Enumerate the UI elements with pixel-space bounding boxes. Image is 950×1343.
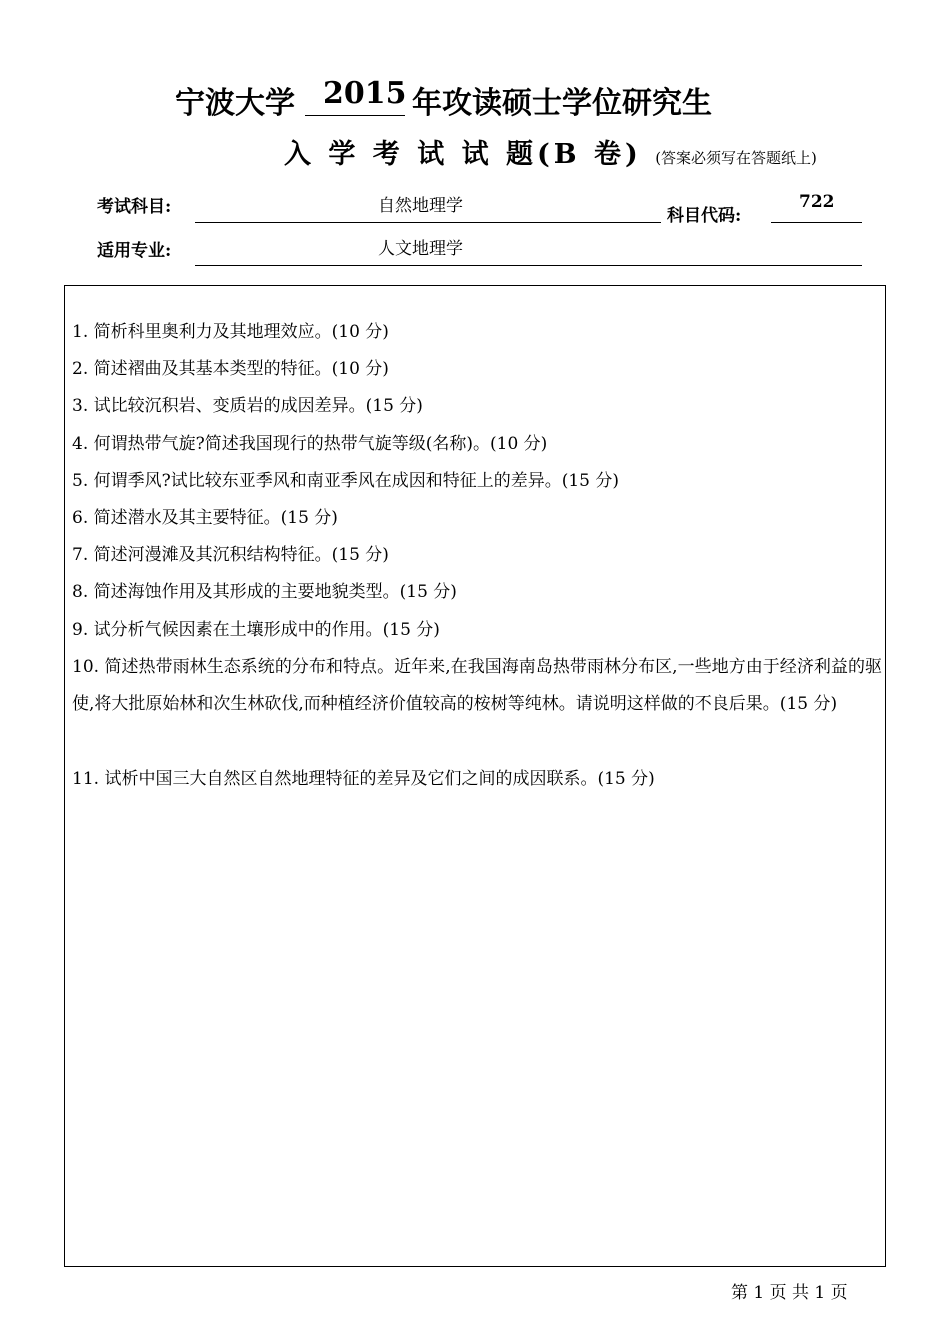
- question-9: 9. 试分析气候因素在土壤形成中的作用。(15 分): [72, 620, 440, 640]
- major-label: 适用专业:: [97, 241, 172, 261]
- major-underline: [195, 265, 862, 266]
- question-7: 7. 简述河漫滩及其沉积结构特征。(15 分): [72, 545, 389, 565]
- question-6: 6. 简述潜水及其主要特征。(15 分): [72, 508, 338, 528]
- question-4: 4. 何谓热带气旋?简述我国现行的热带气旋等级(名称)。(10 分): [72, 434, 548, 454]
- university-name: 宁波大学: [175, 86, 295, 121]
- exam-title-text: 入 学 考 试 试 题: [284, 139, 537, 170]
- paper-version: (B 卷): [537, 139, 642, 170]
- question-3: 3. 试比较沉积岩、变质岩的成因差异。(15 分): [72, 396, 423, 416]
- major-value: 人文地理学: [378, 239, 463, 259]
- question-8: 8. 简述海蚀作用及其形成的主要地貌类型。(15 分): [72, 582, 457, 602]
- answer-note: (答案必须写在答题纸上): [655, 149, 817, 167]
- question-1: 1. 简析科里奥利力及其地理效应。(10 分): [72, 322, 389, 342]
- subject-value: 自然地理学: [378, 196, 463, 216]
- question-5: 5. 何谓季风?试比较东亚季风和南亚季风在成因和特征上的差异。(15 分): [72, 471, 620, 491]
- exam-year: 2015: [323, 76, 407, 111]
- question-11: 11. 试析中国三大自然区自然地理特征的差异及它们之间的成因联系。(15 分): [72, 769, 655, 789]
- subject-label: 考试科目:: [97, 197, 172, 217]
- code-underline: [771, 222, 862, 223]
- year-underline: [305, 115, 405, 116]
- subject-underline: [195, 222, 661, 223]
- question-10: 10. 简述热带雨林生态系统的分布和特点。近年来,在我国海南岛热带雨林分布区,一些地方由于经济利益的驱使,将大批原始林和次生林砍伐,而种植经济价值较高的桉树等纯林。请说明这样做的不良后果。(15 分): [72, 657, 882, 714]
- code-label: 科目代码:: [667, 206, 742, 226]
- exam-title: [284, 132, 817, 171]
- page-number: 第 1 页 共 1 页: [731, 1283, 848, 1303]
- program-title: 年攻读硕士学位研究生: [412, 86, 712, 121]
- question-2: 2. 简述褶曲及其基本类型的特征。(10 分): [72, 359, 389, 379]
- code-value: 722: [799, 192, 835, 212]
